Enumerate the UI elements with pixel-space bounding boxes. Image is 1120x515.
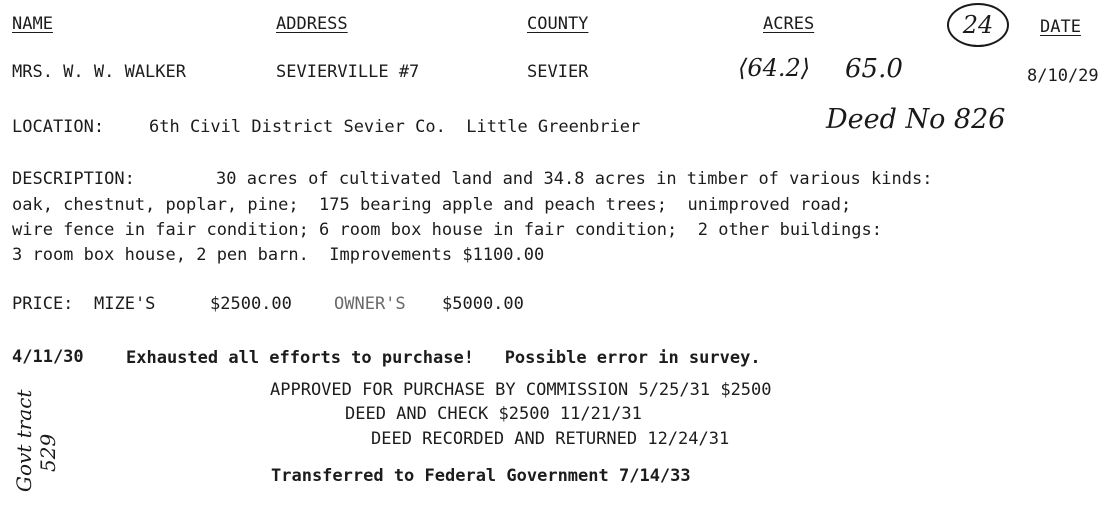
transferred-line: Transferred to Federal Government 7/14/33	[271, 466, 691, 486]
location-value: 6th Civil District Sevier Co. Little Greenbrier	[149, 117, 641, 137]
mize-price-value: $2500.00	[210, 294, 292, 314]
acres-original: ⟨64.2⟩	[738, 54, 811, 82]
date-header: DATE	[1040, 17, 1081, 37]
margin-note-line: Govt tract	[12, 389, 36, 492]
name-header: NAME	[12, 14, 53, 34]
description-line: 3 room box house, 2 pen barn. Improvements $1100.00	[12, 245, 545, 265]
owner-price-value: $5000.00	[442, 294, 524, 314]
acres-corrected: 65.0	[845, 54, 903, 84]
mize-price-label: MIZE'S	[94, 294, 156, 314]
acres-header: ACRES	[763, 14, 815, 34]
owner-name: MRS. W. W. WALKER	[12, 62, 186, 82]
description-line: oak, chestnut, poplar, pine; 175 bearing apple and peach trees; unimproved road;	[12, 195, 852, 215]
deed-check-line: DEED AND CHECK $2500 11/21/31	[345, 404, 642, 424]
county-header: COUNTY	[527, 14, 589, 34]
margin-govt-tract-note	[12, 390, 60, 492]
deed-recorded-line: DEED RECORDED AND RETURNED 12/24/31	[371, 429, 730, 449]
price-label: PRICE:	[12, 294, 74, 314]
approved-line: APPROVED FOR PURCHASE BY COMMISSION 5/25/31 $2500	[270, 380, 772, 400]
note-date: 4/11/30	[12, 347, 84, 367]
record-date: 8/10/29	[1027, 66, 1099, 86]
note-text: Exhausted all efforts to purchase! Possible error in survey.	[126, 348, 761, 368]
description-label: DESCRIPTION:	[12, 169, 135, 189]
description-line: 30 acres of cultivated land and 34.8 acres in timber of various kinds:	[216, 169, 933, 189]
owner-price-label: OWNER'S	[334, 294, 406, 314]
deed-number-note: Deed No 826	[826, 104, 1006, 135]
address-value: SEVIERVILLE #7	[276, 62, 420, 82]
description-line: wire fence in fair condition; 6 room box house in fair condition; 2 other buildings:	[12, 220, 882, 240]
location-label: LOCATION:	[12, 117, 105, 137]
tract-number-circle: 24	[947, 3, 1009, 47]
county-value: SEVIER	[527, 62, 589, 82]
address-header: ADDRESS	[276, 14, 348, 34]
margin-note-line: 529	[36, 433, 60, 472]
